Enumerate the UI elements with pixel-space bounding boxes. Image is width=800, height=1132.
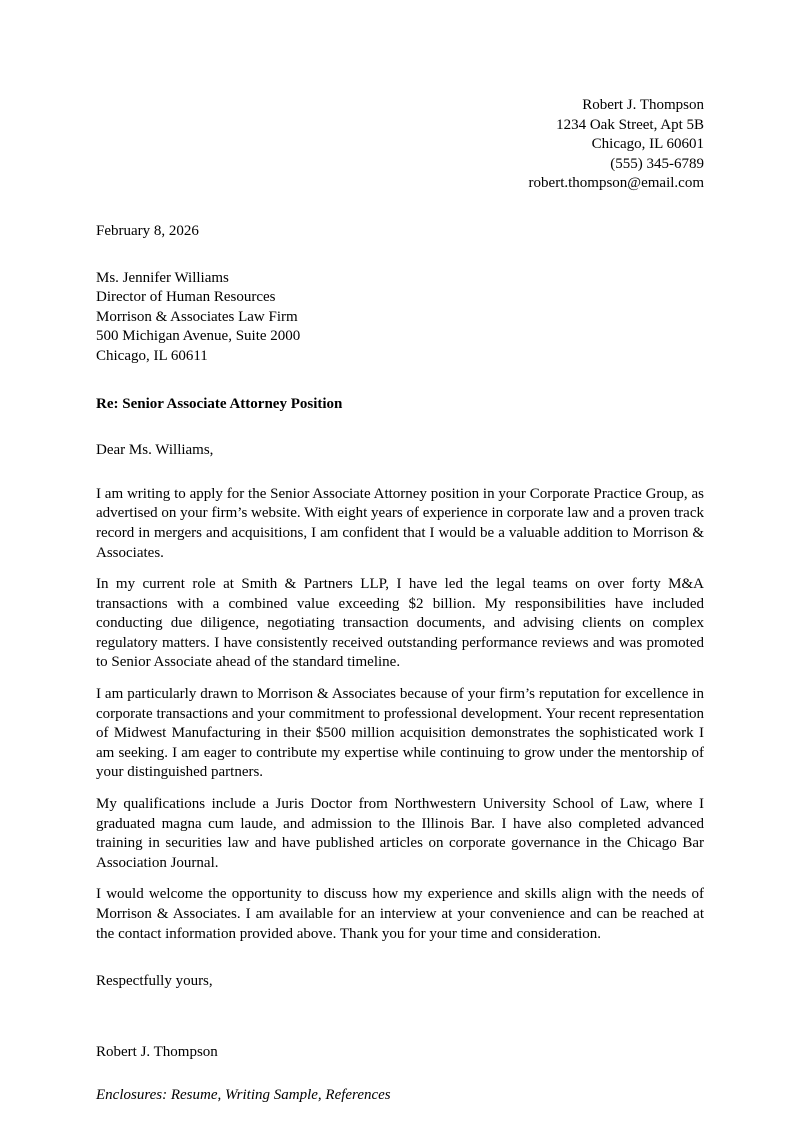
letter-body bbox=[96, 485, 704, 944]
recipient-address-block bbox=[96, 269, 704, 367]
sender-street: 1234 Oak Street, Apt 5B bbox=[556, 116, 704, 133]
body-paragraph: I am writing to apply for the Senior Associate Attorney position in your Corporate Practice Group, as advertised on your firm’s website. With eight years of experience in corporate law and a proven track record in mergers and acquisitions, I am confident that I would be a valuable addition to Morrison & Associates. bbox=[96, 485, 704, 561]
salutation: Dear Ms. Williams, bbox=[96, 442, 214, 459]
recipient-organization: Morrison & Associates Law Firm bbox=[96, 308, 298, 325]
sender-address-block bbox=[96, 0, 704, 194]
enclosures-line: Enclosures: Resume, Writing Sample, References bbox=[96, 1087, 391, 1104]
recipient-name: Ms. Jennifer Williams bbox=[96, 269, 229, 286]
sender-phone: (555) 345-6789 bbox=[610, 155, 704, 172]
recipient-city-state-zip: Chicago, IL 60611 bbox=[96, 347, 208, 364]
letter-date: February 8, 2026 bbox=[96, 222, 199, 239]
signature-name: Robert J. Thompson bbox=[96, 1043, 218, 1060]
body-paragraph: I would welcome the opportunity to discuss how my experience and skills align with the needs of Morrison & Associates. I am available for an interview at your convenience and can be reached at the contact information provided above. Thank you for your time and consideration. bbox=[96, 886, 704, 942]
body-paragraph: I am particularly drawn to Morrison & Associates because of your firm’s reputation for excellence in corporate transactions and your commitment to professional development. Your recent representation of Midwest Manufacturing in their $500 million acquisition demonstrates the sophisticated work I am seeking. I am eager to contribute my expertise while continuing to grow under the mentorship of your distinguished partners. bbox=[96, 686, 704, 781]
body-paragraph: My qualifications include a Juris Doctor from Northwestern University School of Law, where I graduated magna cum laude, and admission to the Illinois Bar. I have also completed advanced training in securities law and have published articles on corporate governance in the Chicago Bar Association Journal. bbox=[96, 796, 704, 871]
subject-line: Re: Senior Associate Attorney Position bbox=[96, 395, 343, 412]
recipient-title: Director of Human Resources bbox=[96, 289, 276, 306]
sender-email: robert.thompson@email.com bbox=[528, 175, 704, 192]
closing-line: Respectfully yours, bbox=[96, 973, 213, 990]
sender-city-state-zip: Chicago, IL 60601 bbox=[591, 136, 704, 153]
recipient-street: 500 Michigan Avenue, Suite 2000 bbox=[96, 328, 301, 345]
body-paragraph: In my current role at Smith & Partners LLP, I have led the legal teams on over forty M&A transactions with a combined value exceeding $2 billion. My responsibilities have included conducting due diligence, negotiating transaction documents, and advising clients on complex regulatory matters. I have consistently received outstanding performance reviews and was promoted to Senior Associate ahead of the standard timeline. bbox=[96, 576, 704, 671]
sender-name: Robert J. Thompson bbox=[582, 97, 704, 113]
